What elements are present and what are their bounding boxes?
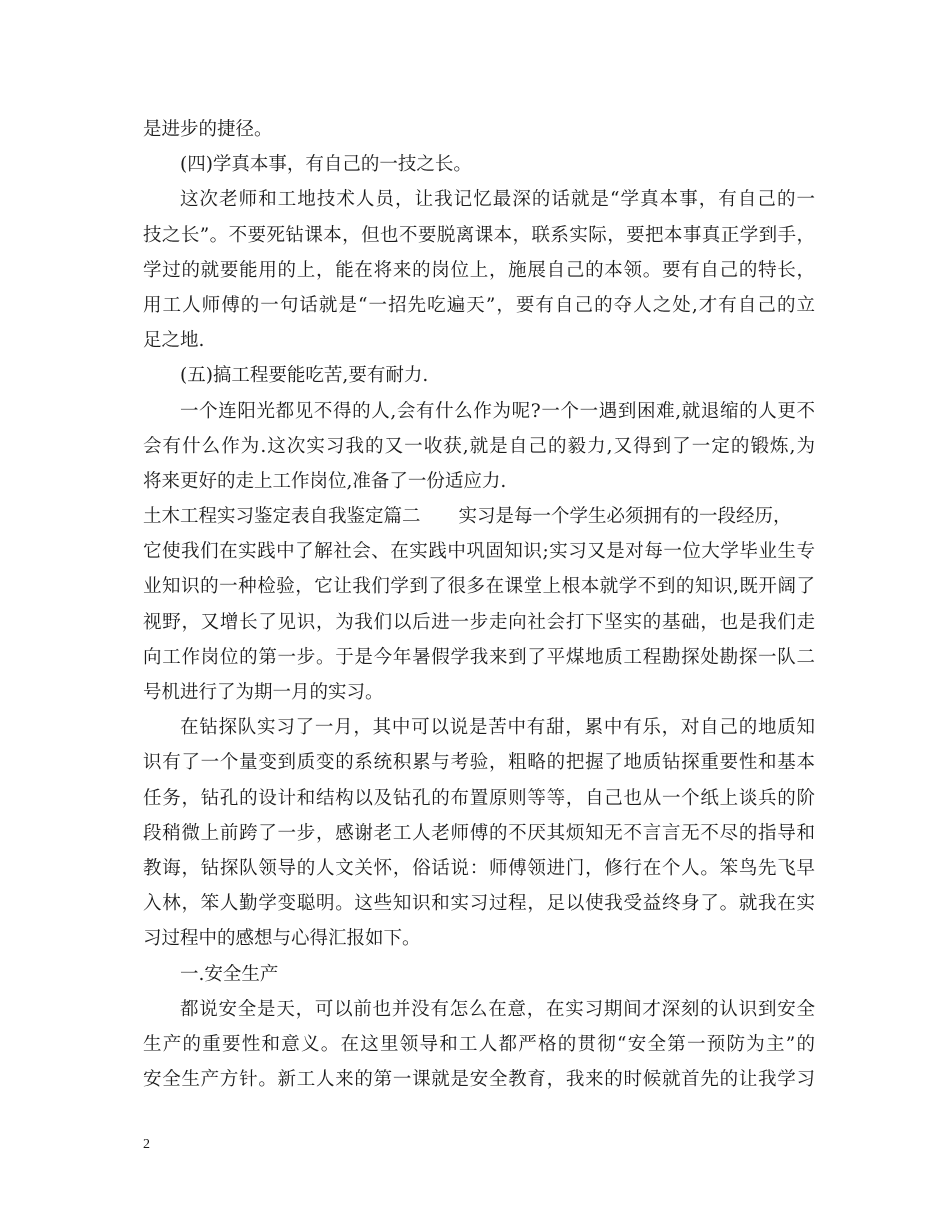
text-line: 安全生产方针。新工人来的第一课就是安全教育，我来的时候就首先的让我学习 xyxy=(143,1069,815,1091)
text-line: 视野，又增长了见识，为我们以后进一步走向社会打下坚实的基础，也是我们走 xyxy=(143,611,815,633)
text-line: 一个连阳光都见不得的人,会有什么作为呢?一个一遇到困难,就退缩的人更不 xyxy=(180,400,815,422)
text-line: 都说安全是天，可以前也并没有怎么在意，在实习期间才深刻的认识到安全 xyxy=(180,998,815,1020)
text-line: 号机进行了为期一月的实习。 xyxy=(143,682,384,703)
text-line: 段稍微上前跨了一步，感谢老工人老师傅的不厌其烦知无不言言无不尽的指导和 xyxy=(143,822,815,844)
title-line xyxy=(143,499,815,534)
text-line: 这次老师和工地技术人员，让我记忆最深的话就是“学真本事，有自己的一 xyxy=(180,189,815,211)
text-line: 用工人师傅的一句话就是“一招先吃遍天”，要有自己的夺人之处,才有自己的立 xyxy=(143,294,815,316)
section-heading: 一.安全生产 xyxy=(180,963,279,985)
text-line: 技之长”。不要死钻课本，但也不要脱离课本，联系实际，要把本事真正学到手， xyxy=(143,224,815,246)
article-title: 土木工程实习鉴定表自我鉴定篇二 xyxy=(143,506,421,528)
text-line: 生产的重要性和意义。在这里领导和工人都严格的贯彻“安全第一预防为主”的 xyxy=(143,1033,815,1055)
page-number: 2 xyxy=(143,1137,150,1152)
text-line: 向工作岗位的第一步。于是今年暑假学我来到了平煤地质工程勘探处勘探一队二 xyxy=(143,646,815,668)
text-line: 习过程中的感想与心得汇报如下。 xyxy=(143,928,421,950)
text-line: 实习是每一个学生必须拥有的一段经历， xyxy=(458,506,792,528)
text-line: 足之地. xyxy=(143,330,205,352)
text-line: 任务，钻孔的设计和结构以及钻孔的布置原则等等，自己也从一个纸上谈兵的阶 xyxy=(143,787,815,809)
text-line: 会有什么作为.这次实习我的又一收获,就是自己的毅力,又得到了一定的锻炼,为 xyxy=(143,435,815,457)
text-line: 识有了一个量变到质变的系统积累与考验，粗略的把握了地质钻探重要性和基本 xyxy=(143,752,815,774)
document-body xyxy=(143,112,815,1097)
text-line: 教诲，钻探队领导的人文关怀，俗话说：师傅领进门，修行在个人。笨鸟先飞早 xyxy=(143,857,815,879)
text-line: 是进步的捷径。 xyxy=(143,119,273,140)
text-line: 业知识的一种检验，它让我们学到了很多在课堂上根本就学不到的知识,既开阔了 xyxy=(143,576,815,598)
text-line: 入林，笨人勤学变聪明。这些知识和实习过程，足以使我受益终身了。就我在实 xyxy=(143,893,815,915)
section-heading: (五)搞工程要能吃苦,要有耐力. xyxy=(180,365,429,387)
text-line: 将来更好的走上工作岗位,准备了一份适应力. xyxy=(143,470,507,492)
text-line: 学过的就要能用的上，能在将来的岗位上，施展自己的本领。要有自己的特长， xyxy=(143,259,815,281)
section-heading: (四)学真本事，有自己的一技之长。 xyxy=(180,154,472,176)
text-line: 在钻探队实习了一月，其中可以说是苦中有甜，累中有乐，对自己的地质知 xyxy=(180,717,815,739)
text-line: 它使我们在实践中了解社会、在实践中巩固知识;实习又是对每一位大学毕业生专 xyxy=(143,541,815,563)
